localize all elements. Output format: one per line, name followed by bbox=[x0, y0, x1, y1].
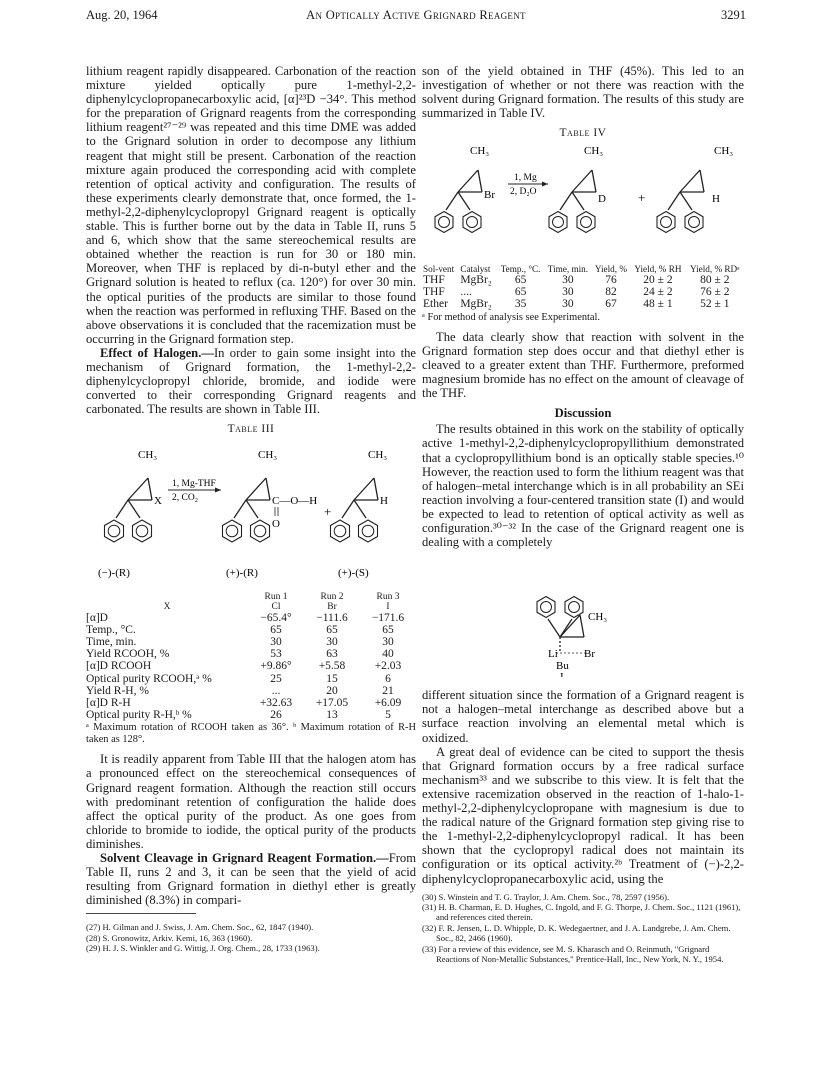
plus-sign-t4: + bbox=[638, 190, 646, 206]
ch3-label-3: CH₃ bbox=[368, 449, 388, 462]
reference-33: (33) For a review of this evidence, see M. S. Kharasch and O. Reinmuth, "Grignard Reactions of Non-Metallic Substances," Prentice-Hall, Inc., New York, N. Y., 1954. bbox=[422, 943, 724, 965]
table-iii-cell: +6.09 bbox=[374, 696, 402, 709]
reagent-d2o: 2, D₂O bbox=[510, 187, 537, 198]
left-para-2: Effect of Halogen.—In order to gain some insight into the mechanism of Grignard formation, the 1-methyl-2,2-diphenylcyclopropyl chloride, bromide, and iodide were converted to their corresponding Grignard reagents and carbonated. The results are shown in Table III. bbox=[86, 345, 416, 417]
right-column bbox=[422, 64, 744, 964]
section-heading-halogen: Effect of Halogen.— bbox=[100, 345, 214, 360]
table-iii-cell: 40 bbox=[382, 648, 394, 661]
right-para-2: The data clearly show that reaction with solvent in the Grignard formation step does occur and that diethyl ether is cleaved to a greater extent than THF. Furthermore, preformed magnesium bromide has no effect on the amount of cleavage of the THF. bbox=[422, 329, 744, 401]
table-iii-cell: +2.03 bbox=[374, 660, 402, 673]
right-para-1: son of the yield obtained in THF (45%). This led to an investigation of whether or not there was reaction with the solvent during Grignard formation. The results of this study are summarized in Table IV. bbox=[422, 64, 744, 121]
table-iii-row-label: Yield R-H, % bbox=[86, 684, 149, 697]
table-iv-cell: 80 ± 2 bbox=[700, 273, 730, 286]
table-iii-cell: 63 bbox=[326, 648, 338, 661]
h-label-t4: H bbox=[712, 193, 720, 206]
table-iii-cell: 20 bbox=[326, 684, 338, 697]
reference-29: (29) H. J. S. Winkler and G. Wittig, J. Org. Chem., 28, 1733 (1963). bbox=[86, 943, 320, 954]
structure-i bbox=[422, 549, 744, 677]
run-1-header: Run 1 bbox=[264, 591, 288, 602]
right-para-3: The results obtained in this work on the stability of optically active 1-methyl-2,2-diphenylcyclopropyllithium demonstrated that a cyclopropyllithium bond is an optically stable species.¹⁰ However, the reaction used to form the lithium reagent was that of halogen–metal interchange which is in all probability an SEi reaction involving a four-centered transition state (I) and would be expected to lead to retention of optical activity as well as configuration.³⁰⁻³² In the case of the Grignard reagent one is dealing with a completely bbox=[422, 422, 744, 550]
table-iv-row bbox=[422, 298, 744, 310]
ch3-label-2: CH₃ bbox=[258, 449, 278, 462]
table-iii-scheme bbox=[86, 438, 416, 588]
table-iv-row bbox=[422, 286, 744, 298]
left-para-4: Solvent Cleavage in Grignard Reagent Formation.—From Table II, runs 2 and 3, it can be seen that the yield of acid resulting from Grignard formation in diethyl ether is greatly diminished (8.3%) in compari- bbox=[86, 851, 416, 908]
table-iii-cell: 30 bbox=[270, 635, 282, 648]
table-iv-caption: Table IV bbox=[559, 127, 607, 140]
table-iii-caption: Table III bbox=[227, 423, 275, 436]
table-iv-cell: .... bbox=[460, 285, 472, 298]
reagent-mg-thf: 1, Mg-THF bbox=[172, 479, 216, 490]
section-heading-solvent: Solvent Cleavage in Grignard Reagent Formation.— bbox=[100, 851, 389, 866]
table-iv-cell: 65 bbox=[514, 285, 527, 298]
table-iii-cell: 21 bbox=[382, 684, 394, 697]
ch3-label-t4-1: CH₃ bbox=[470, 145, 490, 158]
reagent-co2: 2, CO₂ bbox=[172, 493, 199, 504]
footnote-rule-left bbox=[86, 913, 196, 914]
br-label-struct-i: Br bbox=[584, 648, 595, 661]
references-right bbox=[422, 892, 744, 965]
table-iv-cell: 52 ± 1 bbox=[700, 298, 730, 311]
table-iv-header-cell: Sol-vent bbox=[423, 263, 455, 274]
reagent-mg: 1, Mg bbox=[514, 173, 537, 184]
table-iv-header-cell: Yield, % bbox=[594, 263, 628, 274]
table-iii-row bbox=[86, 612, 416, 624]
ch3-label-struct-i: CH₃ bbox=[588, 611, 608, 624]
table-iv-cell: Ether bbox=[423, 298, 448, 311]
h-label-t3: H bbox=[380, 495, 388, 508]
ch3-label-t4-3: CH₃ bbox=[714, 145, 734, 158]
left-column bbox=[86, 64, 416, 954]
carbonyl-o: O bbox=[272, 518, 280, 531]
reference-32: (32) F. R. Jensen, L. D. Whipple, D. K. Wedegaertner, and J. A. Landgrebe, J. Am. Chem. Soc., 82, 2466 (1960). bbox=[422, 922, 731, 944]
structure-i-label: I bbox=[560, 671, 564, 678]
table-iii bbox=[86, 592, 416, 722]
right-para-4: different situation since the formation of a Grignard reagent is not a halogen–metal interchange as described above but a surface reaction involving an elemental metal which is oxidized. bbox=[422, 688, 744, 745]
reference-30: (30) S. Winstein and T. G. Traylor, J. Am. Chem. Soc., 78, 2597 (1956). bbox=[422, 891, 670, 902]
running-header bbox=[86, 8, 746, 24]
table-iii-cell: +5.58 bbox=[318, 660, 346, 673]
table-iii-row-label: Time, min. bbox=[86, 635, 137, 648]
table-iii-cell: −111.6 bbox=[316, 611, 348, 624]
table-iii-cell: 30 bbox=[326, 635, 338, 648]
table-iv-cell: THF bbox=[423, 273, 445, 286]
left-para-3: It is readily apparent from Table III that the halogen atom has a pronounced effect on the stereochemical consequences of Grignard reagent formation. Although the reaction still occurs with predominant retention of configuration the halide does affect the optical purity of the product. As one goes from chloride to bromide to iodide, the optical purity of the products diminishes. bbox=[86, 752, 416, 851]
ch3-label-t4-2: CH₃ bbox=[584, 145, 604, 158]
issue-date: Aug. 20, 1964 bbox=[86, 8, 158, 22]
table-iii-cell: +32.63 bbox=[259, 696, 293, 709]
right-para-5: A great deal of evidence can be cited to support the thesis that Grignard formation occurs by a free radical surface mechanism³³ and we subscribe to this view. It is felt that the extensive racemization observed in the reaction of 1-halo-1-methyl-2,2-diphenylcyclopropane with magnesium is due to the radical nature of the Grignard formation step giving rise to the 1-methyl-2,2-diphenylcyclopropyl radical. It has been shown that the cyclopropyl radical does not maintain its configuration or its optical activity.²ᵇ Treatment of (−)-2,2-diphenylcyclopropanecarboxylic acid, using the bbox=[422, 744, 744, 886]
table-iv-header bbox=[422, 264, 744, 274]
table-iii-row-label: Temp., °C. bbox=[86, 623, 136, 636]
table-iii-cell: −65.4° bbox=[260, 611, 292, 624]
table-iv-cell: 76 ± 2 bbox=[700, 285, 730, 298]
table-iv-cell: 20 ± 2 bbox=[643, 273, 673, 286]
table-iii-cell: 15 bbox=[326, 672, 338, 685]
table-iv-cell: 35 bbox=[514, 298, 527, 311]
table-iii-cell: 26 bbox=[270, 709, 282, 722]
run-2-header: Run 2 bbox=[320, 591, 344, 602]
table-iv-cell: 30 bbox=[562, 298, 574, 311]
table-iv-cell: 76 bbox=[605, 273, 617, 286]
table-iv-cell: 24 ± 2 bbox=[643, 285, 673, 298]
bu-label: Bu bbox=[556, 660, 569, 673]
reference-27: (27) H. Gilman and J. Swiss, J. Am. Chem. Soc., 62, 1847 (1940). bbox=[86, 922, 314, 933]
table-iv-cell: 30 bbox=[562, 285, 574, 298]
br-label: Br bbox=[484, 189, 495, 202]
table-iii-row bbox=[86, 697, 416, 709]
table-iv-cell: 82 bbox=[605, 285, 617, 298]
table-iii-row-label: Yield RCOOH, % bbox=[86, 648, 170, 661]
config-label-1: (−)-(R) bbox=[98, 567, 130, 580]
table-iii-row-label: Optical purity R-H,ᵇ % bbox=[86, 709, 192, 722]
left-para-1: lithium reagent rapidly disappeared. Carbonation of the reaction mixture yielded optically pure 1-methyl-2,2-diphenylcyclopropanecarboxylic acid, [α]²³D −34°. This method for the preparation of Grignard reagents from the corresponding lithium reagent²⁷⁻²⁹ was repeated and this time DME was added to the Grignard solution in order to decompose any lithium reagent that might still be present. Carbonation of the reaction mixture again produced the corresponding acid with complete retention of optical activity and configuration. The results of these experiments clearly demonstrate that, once formed, the 1-methyl-2,2-diphenylcyclopropyl Grignard reagent is optically stable. This is further borne out by the data in Table II, runs 5 and 6, which show that the same stereochemical results are obtained whether the reaction is run for 30 or 180 min. Moreover, when THF is replaced by di-n-butyl ether and the Grignard solution is heated to reflux (ca. 120°) for over 30 min. the optical purities of the products are similar to those found when the reaction was performed in refluxing THF. Based on the above observations it is concluded that the racemization must be occurring in the Grignard formation step. bbox=[86, 64, 416, 346]
table-iv bbox=[422, 264, 744, 311]
table-iii-cell: ... bbox=[271, 684, 281, 697]
table-iii-row bbox=[86, 673, 416, 685]
table-iv-cell: 30 bbox=[562, 273, 574, 286]
table-iii-cell: 53 bbox=[270, 648, 282, 661]
table-iv-row bbox=[422, 274, 744, 286]
plus-sign-t3: + bbox=[324, 504, 332, 520]
table-iv-cell: 48 ± 1 bbox=[643, 298, 673, 311]
config-label-3: (+)-(S) bbox=[338, 567, 369, 580]
ch3-label-1: CH₃ bbox=[138, 449, 158, 462]
table-iv-cell: MgBr₂ bbox=[460, 298, 492, 311]
table-iii-cell: 13 bbox=[326, 709, 338, 722]
table-iv-scheme bbox=[422, 142, 744, 260]
table-iii-row bbox=[86, 685, 416, 697]
table-iii-cell: +9.86° bbox=[260, 660, 292, 673]
table-iv-header-cell: Catalyst bbox=[460, 263, 491, 274]
reference-31: (31) H. B. Charman, E. D. Hughes, C. Ingold, and F. G. Thorpe, J. Chem. Soc., 1121 (1961), and references cited therein. bbox=[422, 902, 741, 923]
table-iii-run-header bbox=[86, 592, 416, 602]
table-iii-cell: +17.05 bbox=[315, 696, 349, 709]
table-iii-x-row: X Cl Br I bbox=[163, 601, 390, 612]
table-iii-row-label: [α]D R-H bbox=[86, 696, 131, 709]
table-iii-row bbox=[86, 624, 416, 636]
table-iii-cell: 65 bbox=[382, 623, 394, 636]
x-label: X bbox=[154, 495, 162, 508]
cooh-label: C—O—H bbox=[272, 495, 318, 508]
table-iii-row bbox=[86, 648, 416, 660]
table-iii-row bbox=[86, 636, 416, 648]
table-iv-cell: THF bbox=[423, 285, 445, 298]
table-iii-cell: 6 bbox=[385, 672, 391, 685]
table-iii-row-label: Optical purity RCOOH,ᵃ % bbox=[86, 672, 212, 685]
page-number: 3291 bbox=[721, 8, 746, 22]
table-iv-cell: 67 bbox=[605, 298, 617, 311]
table-iii-cell: 25 bbox=[270, 672, 282, 685]
table-iv-cell: 65 bbox=[514, 273, 527, 286]
table-iv-header-cell: Temp., °C. bbox=[500, 263, 541, 274]
table-iii-cell: −171.6 bbox=[371, 611, 405, 624]
references-left bbox=[86, 922, 416, 953]
article-title: An Optically Active Grignard Reagent bbox=[306, 8, 526, 22]
table-iii-footnote: ᵃ Maximum rotation of RCOOH taken as 36°. ᵇ Maximum rotation of R-H taken as 128°. bbox=[86, 722, 416, 746]
table-iii-row bbox=[86, 709, 416, 721]
table-iii-cell: 65 bbox=[270, 623, 282, 636]
run-3-header: Run 3 bbox=[376, 591, 400, 602]
table-iii-cell: 30 bbox=[382, 635, 394, 648]
discussion-heading: Discussion bbox=[554, 406, 612, 421]
table-iii-cell: 65 bbox=[326, 623, 338, 636]
reference-28: (28) S. Gronowitz, Arkiv. Kemi, 16, 363 (1960). bbox=[86, 932, 253, 943]
table-iv-header-cell: Time, min. bbox=[547, 263, 589, 274]
table-iv-footnote: ᵃ For method of analysis see Experimental. bbox=[422, 311, 600, 323]
config-label-2: (+)-(R) bbox=[226, 567, 258, 580]
table-iv-cell: MgBr₂ bbox=[460, 273, 492, 286]
d-label: D bbox=[598, 193, 606, 206]
table-iii-row-label: [α]D bbox=[86, 611, 108, 624]
li-label: Li bbox=[548, 648, 558, 661]
table-iv-header-cell: Yield, % RDᵃ bbox=[689, 263, 740, 274]
table-iii-cell: 5 bbox=[385, 709, 391, 722]
table-iv-header-cell: Yield, % RH bbox=[634, 263, 682, 274]
table-iii-row-label: [α]D RCOOH bbox=[86, 660, 152, 673]
table-iii-row bbox=[86, 660, 416, 672]
